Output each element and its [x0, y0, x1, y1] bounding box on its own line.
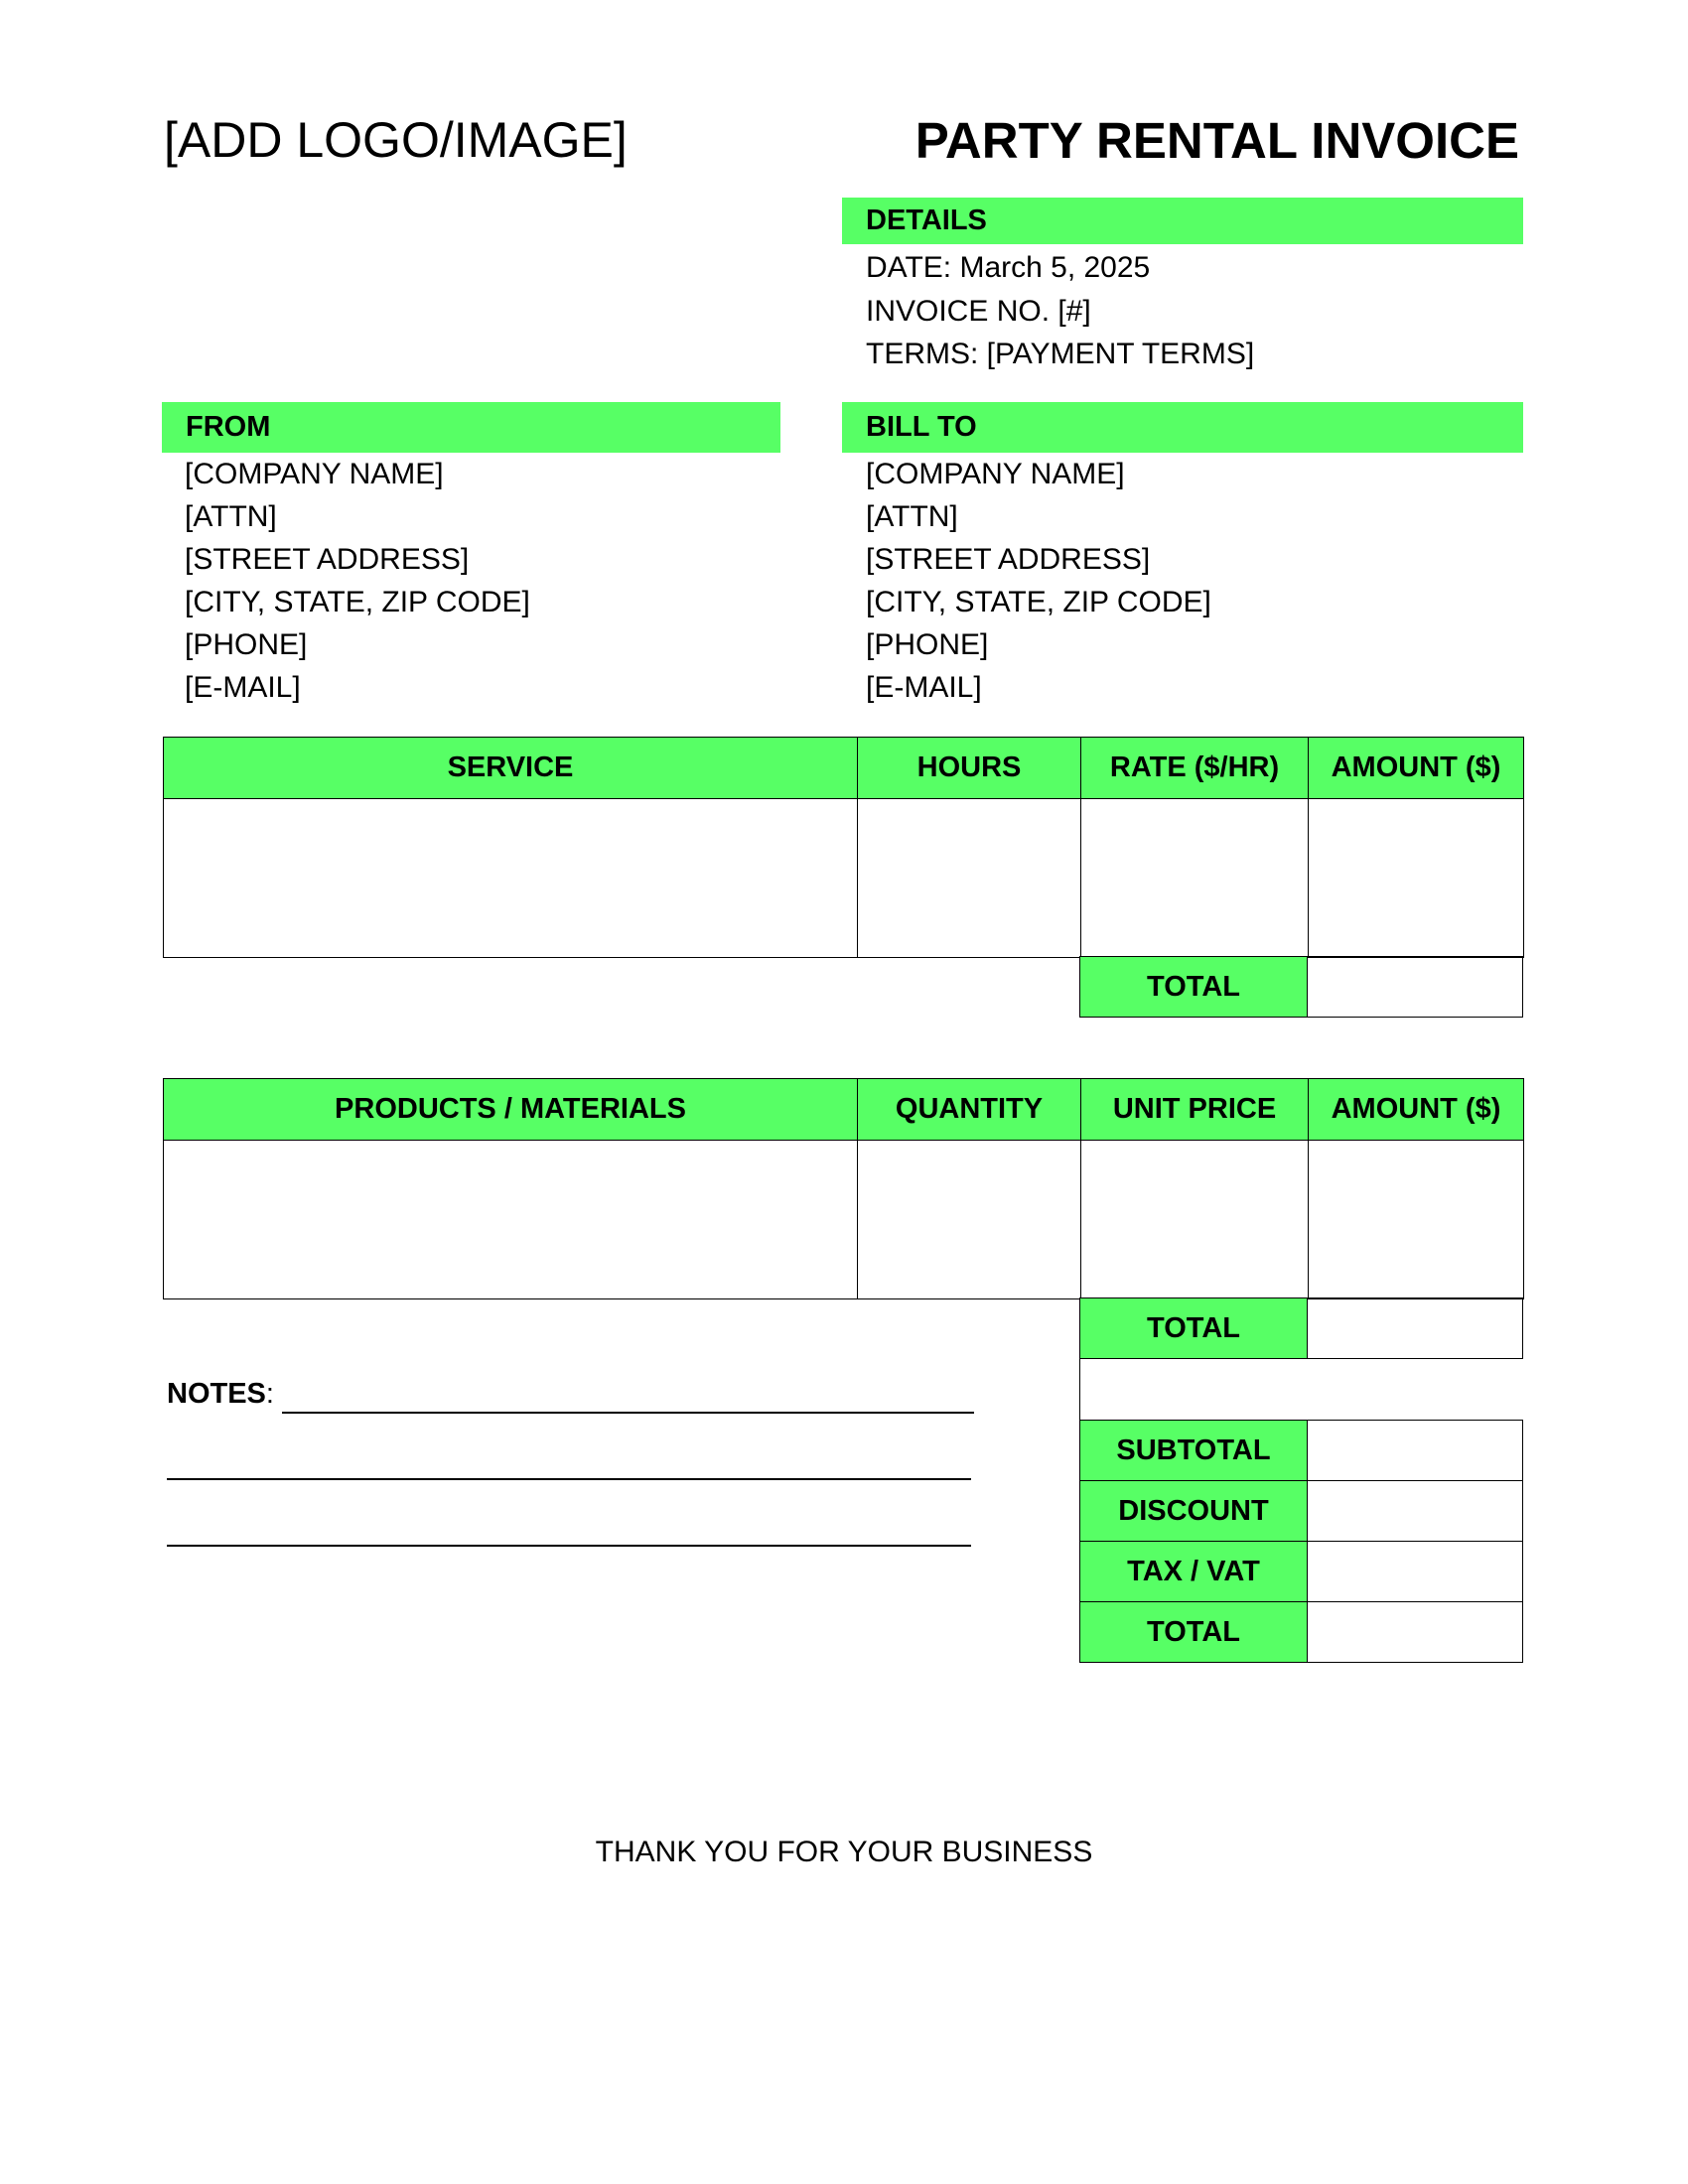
- invoice-title: PARTY RENTAL INVOICE: [914, 112, 1519, 169]
- notes-line-1[interactable]: [282, 1412, 974, 1414]
- subtotal-value[interactable]: [1307, 1420, 1523, 1481]
- logo-placeholder: [ADD LOGO/IMAGE]: [164, 112, 628, 168]
- hours-cell[interactable]: [858, 799, 1081, 958]
- discount-label: DISCOUNT: [1079, 1480, 1308, 1542]
- amount-column-header: AMOUNT ($): [1309, 1079, 1524, 1141]
- products-column-header: PRODUCTS / MATERIALS: [164, 1079, 858, 1141]
- bill-to-city: [CITY, STATE, ZIP CODE]: [866, 586, 1211, 618]
- grand-total-label: TOTAL: [1079, 1601, 1308, 1663]
- from-city: [CITY, STATE, ZIP CODE]: [185, 586, 530, 618]
- hours-column-header: HOURS: [858, 738, 1081, 799]
- table-row: [164, 1141, 1524, 1299]
- summary-spacer: [1079, 1358, 1523, 1421]
- bill-to-attn: [ATTN]: [866, 500, 958, 533]
- products-table: [163, 1078, 1524, 1299]
- products-total-value[interactable]: [1307, 1297, 1523, 1359]
- services-header-row: [164, 738, 1524, 799]
- from-heading: FROM: [162, 402, 780, 453]
- amount-cell[interactable]: [1309, 799, 1524, 958]
- quantity-column-header: QUANTITY: [858, 1079, 1081, 1141]
- notes-colon: :: [265, 1378, 274, 1410]
- table-row: [164, 799, 1524, 958]
- notes-label: [167, 1378, 274, 1411]
- service-column-header: SERVICE: [164, 738, 858, 799]
- notes-label-text: NOTES: [167, 1378, 266, 1410]
- products-header-row: [164, 1079, 1524, 1141]
- amount-cell[interactable]: [1309, 1141, 1524, 1299]
- from-company: [COMPANY NAME]: [185, 458, 444, 490]
- service-cell[interactable]: [164, 799, 858, 958]
- unit-price-cell[interactable]: [1081, 1141, 1309, 1299]
- bill-to-address-block: [866, 453, 1211, 709]
- services-total-label: TOTAL: [1079, 956, 1308, 1018]
- bill-to-phone: [PHONE]: [866, 628, 989, 661]
- from-attn: [ATTN]: [185, 500, 277, 533]
- product-cell[interactable]: [164, 1141, 858, 1299]
- from-phone: [PHONE]: [185, 628, 308, 661]
- products-total-label: TOTAL: [1079, 1297, 1308, 1359]
- tax-value[interactable]: [1307, 1541, 1523, 1602]
- tax-label: TAX / VAT: [1079, 1541, 1308, 1602]
- quantity-cell[interactable]: [858, 1141, 1081, 1299]
- thank-you-message: THANK YOU FOR YOUR BUSINESS: [595, 1836, 1093, 1868]
- subtotal-label: SUBTOTAL: [1079, 1420, 1308, 1481]
- notes-line-3[interactable]: [167, 1545, 971, 1547]
- invoice-date: DATE: March 5, 2025: [866, 251, 1151, 284]
- bill-to-email: [E-MAIL]: [866, 671, 982, 704]
- details-heading: DETAILS: [842, 198, 1523, 244]
- rate-cell[interactable]: [1081, 799, 1309, 958]
- services-table: [163, 737, 1524, 958]
- invoice-number: INVOICE NO. [#]: [866, 295, 1091, 328]
- grand-total-value[interactable]: [1307, 1601, 1523, 1663]
- from-email: [E-MAIL]: [185, 671, 301, 704]
- rate-column-header: RATE ($/HR): [1081, 738, 1309, 799]
- services-total-value[interactable]: [1307, 956, 1523, 1018]
- unit-price-column-header: UNIT PRICE: [1081, 1079, 1309, 1141]
- amount-column-header: AMOUNT ($): [1309, 738, 1524, 799]
- bill-to-heading: BILL TO: [842, 402, 1523, 453]
- bill-to-company: [COMPANY NAME]: [866, 458, 1125, 490]
- bill-to-street: [STREET ADDRESS]: [866, 543, 1151, 576]
- from-street: [STREET ADDRESS]: [185, 543, 470, 576]
- notes-line-2[interactable]: [167, 1478, 971, 1480]
- from-address-block: [185, 453, 530, 709]
- payment-terms: TERMS: [PAYMENT TERMS]: [866, 338, 1255, 370]
- discount-value[interactable]: [1307, 1480, 1523, 1542]
